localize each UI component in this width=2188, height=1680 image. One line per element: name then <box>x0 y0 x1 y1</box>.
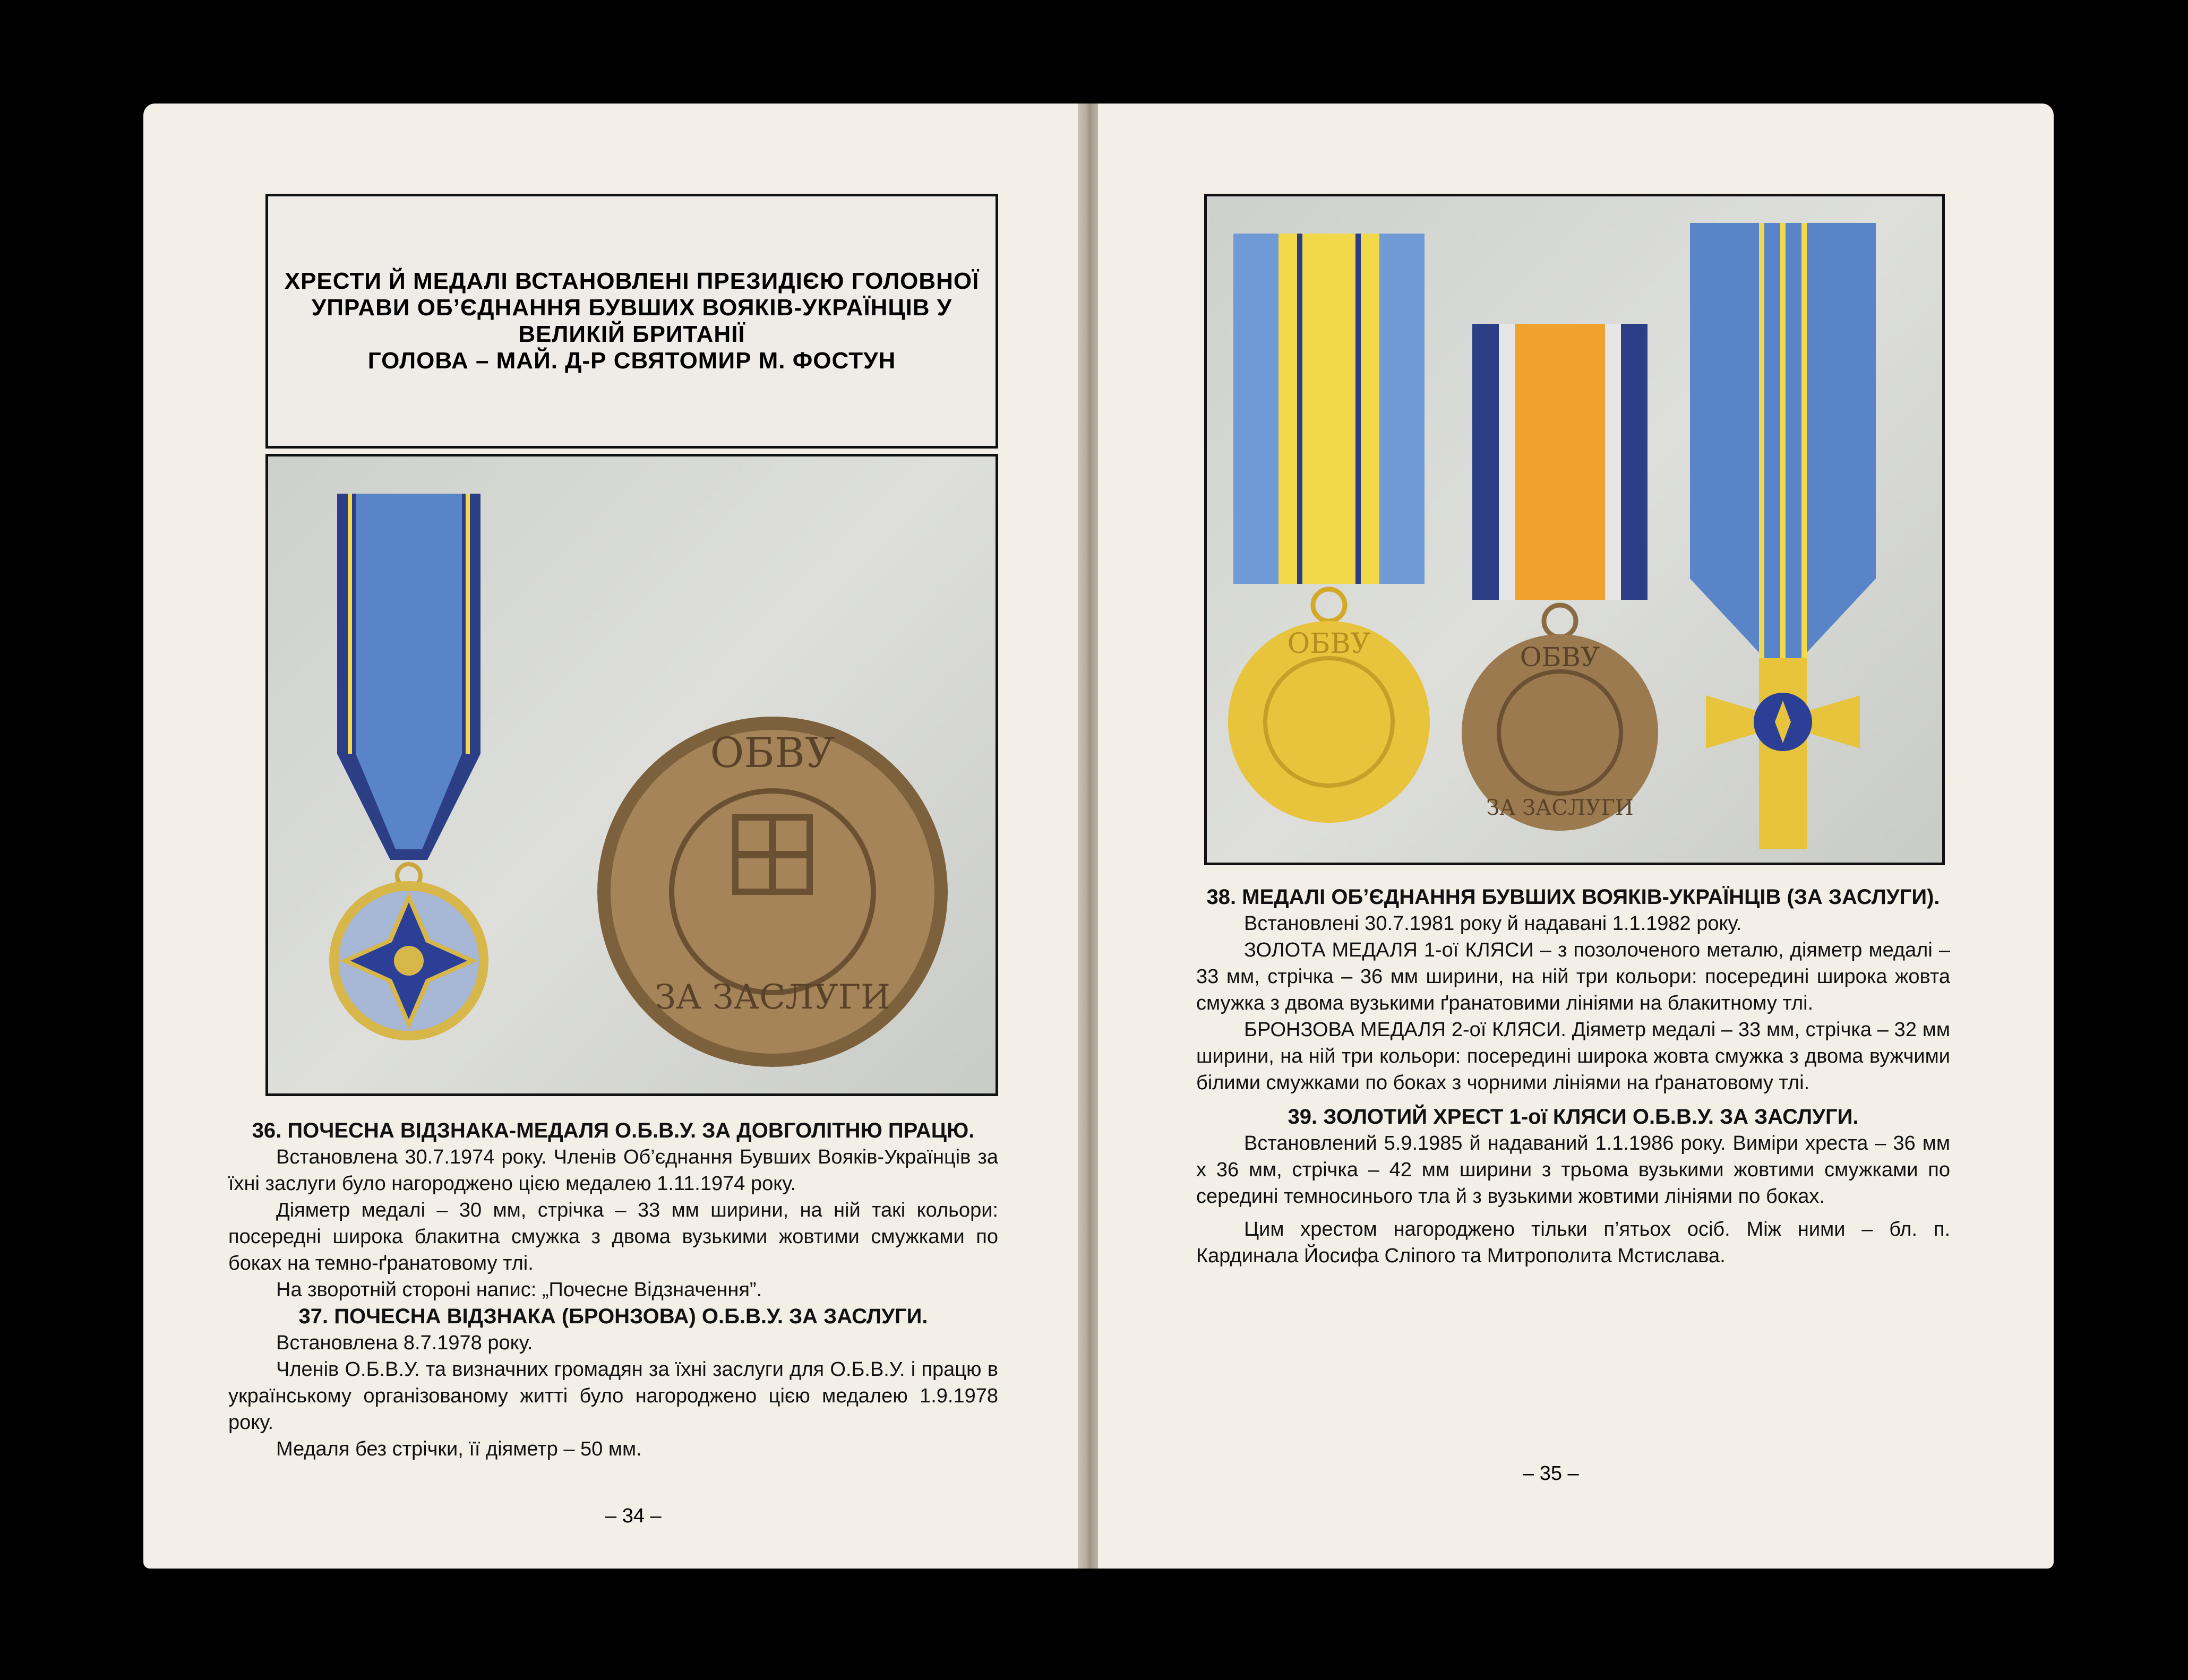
gold-medal-text: ОБВУ <box>1287 628 1371 660</box>
sec37-para-3: Медаля без стрічки, її діяметр – 50 мм. <box>276 1438 642 1460</box>
sec39-title: 39. ЗОЛОТИЙ ХРЕСТ 1-ої КЛЯСИ О.Б.В.У. ЗА ЗАСЛУГИ. <box>1288 1105 1859 1128</box>
sec38-title: 38. МЕДАЛІ ОБ’ЄДНАННЯ БУВШИХ ВОЯКІВ-УКРАЇНЦІВ (ЗА ЗАСЛУГИ). <box>1206 885 1940 909</box>
page-header <box>265 194 998 449</box>
medal-illustration <box>268 456 996 1093</box>
sec36-para-2: Діяметр медалі – 30 мм, стрічка – 33 мм ширини, на ній такі кольори: посередні широка блакитна смужка з двома вузькими жовтими смужками по боках на темно-ґранатовому тлі. <box>228 1199 998 1274</box>
medals-photo-right <box>1204 194 1945 865</box>
section-36 <box>228 1117 998 1462</box>
bronze-medal-icon <box>1462 634 1658 831</box>
header-line-3: ВЕЛИКІЙ БРИТАНІЇ <box>518 321 745 347</box>
cross-ribbon-icon <box>1690 223 1876 658</box>
gold-ring-icon <box>1313 589 1345 621</box>
sec38-para-2: ЗОЛОТА МЕДАЛЯ 1-ої КЛЯСИ – з позолоченого металю, діяметр медалі – 33 мм, стрічка – 36 мм ширини, на ній три кольори: посередині широка жовта смужка з двома вузькими ґранатовими лініями на блакитному тлі. <box>1196 939 1950 1014</box>
small-medal-icon <box>329 881 488 1040</box>
ribbon-icon <box>337 494 480 860</box>
medals-photo-left <box>265 454 998 1096</box>
bronze-medal-obverse-text: ОБВУ <box>710 729 835 777</box>
left-page <box>143 104 1078 1569</box>
bronze-ribbon-icon <box>1472 324 1648 600</box>
three-medals-illustration <box>1207 196 1942 863</box>
bronze-medal-text-top: ОБВУ <box>1520 642 1600 673</box>
sec39-para-1: Встановлений 5.9.1985 й надаваний 1.1.1986 року. Виміри хреста – 36 мм х 36 мм, стрічка – 42 мм ширини з трьома вузькими жовтими смужками по середині темносинього тла й з вузькими жовтими лініями по боках. <box>1196 1132 1950 1208</box>
gold-medal-icon <box>1228 621 1430 823</box>
sec39-para-2: Цим хрестом нагороджено тільки п’ятьох осіб. Між ними – бл. п. Кардинала Йосифа Сліпого та Митрополита Мстислава. <box>1196 1218 1950 1267</box>
bronze-ring-icon <box>1544 605 1576 637</box>
page-number-left: – 34 – <box>605 1505 662 1527</box>
bronze-medal-text-bottom: ЗА ЗАСЛУГИ <box>1486 796 1634 820</box>
sec37-para-2: Членів О.Б.В.У. та визначних громадян за їхні заслуги для О.Б.В.У. і працю в українському організованому житті було нагороджено цією медалею 1.9.1978 року. <box>228 1358 998 1434</box>
page-number-right: – 35 – <box>1523 1462 1579 1485</box>
header-line-2: УПРАВИ ОБ’ЄДНАННЯ БУВШИХ ВОЯКІВ-УКРАЇНЦІВ У <box>311 295 953 321</box>
bronze-medal-reverse-text: ЗА ЗАСЛУГИ <box>655 978 890 1017</box>
right-page <box>1098 104 2054 1569</box>
bronze-medal-icon <box>597 717 948 1067</box>
header-line-1: ХРЕСТИ Й МЕДАЛІ ВСТАНОВЛЕНІ ПРЕЗИДІЄЮ ГОЛОВНОЇ <box>284 268 980 294</box>
sec38-para-3: БРОНЗОВА МЕДАЛЯ 2-ої КЛЯСИ. Діяметр медалі – 33 мм, стрічка – 32 мм ширини, на ній три кольори: посередині широка жовта смужка з двома вужчими білими смужками по боках з чорними лініями на ґранатовому тлі. <box>1196 1019 1950 1094</box>
sec36-para-3: На зворотній стороні напис: „Почесне Відзначення”. <box>276 1279 762 1301</box>
gold-cross-icon <box>1706 658 1860 849</box>
header-line-4: ГОЛОВА – МАЙ. Д-Р СВЯТОМИР М. ФОСТУН <box>367 348 896 374</box>
gold-ribbon-icon <box>1233 234 1425 584</box>
sec38-para-1: Встановлені 30.7.1981 року й надавані 1.1.1982 року. <box>1244 912 1742 935</box>
sec36-title: 36. ПОЧЕСНА ВІДЗНАКА-МЕДАЛЯ О.Б.В.У. ЗА ДОВГОЛІТНЮ ПРАЦЮ. <box>252 1119 975 1142</box>
section-38 <box>1196 884 1950 1269</box>
sec37-para-1: Встановлена 8.7.1978 року. <box>276 1332 533 1354</box>
sec36-para-1: Встановлена 30.7.1974 року. Членів Об’єднання Бувших Вояків-Українців за їхні заслуги було нагороджено цією медалею 1.11.1974 року. <box>228 1146 998 1195</box>
sec37-title: 37. ПОЧЕСНА ВІДЗНАКА (БРОНЗОВА) О.Б.В.У. ЗА ЗАСЛУГИ. <box>298 1305 928 1328</box>
